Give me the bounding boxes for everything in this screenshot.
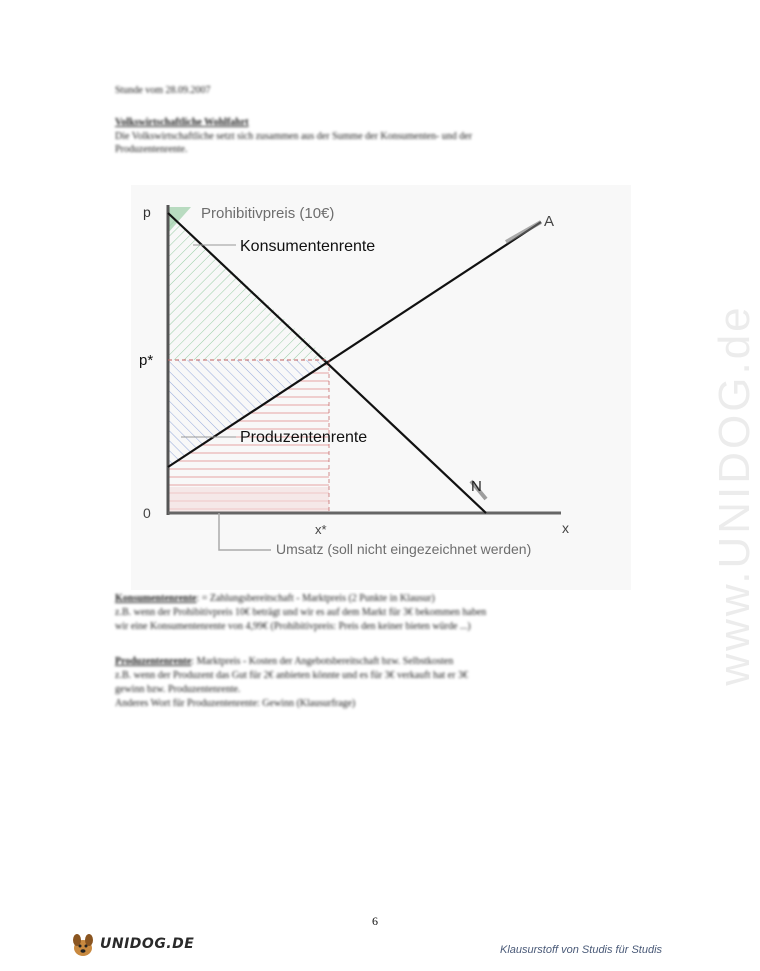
producer-surplus-label: Produzentenrente [240, 429, 368, 446]
demand-label: N [471, 478, 482, 495]
producer-surplus-term: Produzentenrente [115, 656, 192, 667]
section-text-line: Anderes Wort für Produzentenrente: Gewinn (Klausurfrage) [115, 698, 356, 709]
section-text-line: z.B. wenn der Prohibitivpreis 10€ beträgt und wir es auf dem Markt für 3€ bekommen haben [115, 607, 487, 618]
origin-label: 0 [143, 505, 151, 521]
prohibitive-price-label: Prohibitivpreis (10€) [201, 205, 335, 222]
producer-surplus-definition [115, 655, 453, 668]
section-title-wohlfahrt: Volkswirtschaftliche Wohlfahrt [115, 117, 249, 128]
p-star-label: p* [139, 352, 154, 369]
logo-text: UNIDOG.DE [100, 936, 195, 952]
footer-tagline: Klausurstoff von Studis für Studis [500, 944, 663, 956]
consumer-surplus-term: Konsumentenrente [115, 593, 197, 604]
consumer-surplus-definition [115, 592, 435, 605]
consumer-surplus-formula: : = Zahlungsbereitschaft - Marktpreis (2 Punkte in Klausur) [196, 593, 435, 604]
section-text-line: Die Volkswirtschaftliche setzt sich zusammen aus der Summe der Konsumenten- und der [115, 131, 473, 142]
revenue-label: Umsatz (soll nicht eingezeichnet werden) [276, 541, 532, 557]
supply-label: A [544, 213, 555, 230]
date-line: Stunde vom 28.09.2007 [115, 85, 211, 96]
unidog-logo [68, 930, 195, 960]
section-text-line: Produzentenrente. [115, 144, 188, 155]
consumer-surplus-label: Konsumentenrente [240, 238, 376, 255]
watermark: www.UNIDOG.de [710, 304, 759, 686]
section-text-line: wir eine Konsumentenrente von 4,99€ (Prohibitivpreis: Preis den keiner bieten würde ...) [115, 621, 471, 632]
producer-surplus-formula: : Marktpreis - Kosten der Angebotsbereitschaft bzw. Selbstkosten [191, 656, 454, 667]
x-star-label: x* [315, 522, 327, 537]
revenue-lower-band [168, 487, 329, 513]
section-text-line: gewinn bzw. Produzentenrente. [115, 684, 241, 695]
axis-x-label: x [562, 520, 569, 536]
page-number: 6 [372, 914, 378, 928]
section-text-line: z.B. wenn der Produzent das Gut für 2€ anbieten könnte und es für 3€ verkauft hat er 3€ [115, 670, 468, 681]
axis-p-label: p [143, 204, 151, 220]
dog-icon [68, 930, 98, 960]
welfare-diagram [131, 185, 631, 590]
